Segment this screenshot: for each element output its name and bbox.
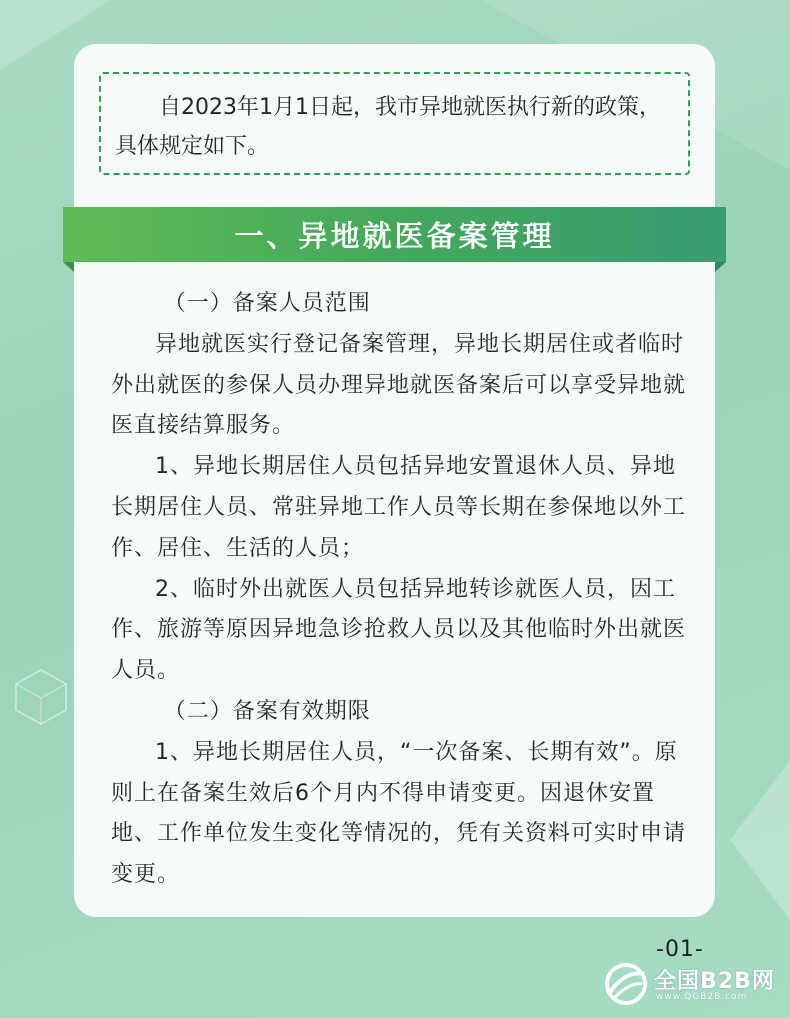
background-triangle-decoration [730,760,790,920]
intro-text: 自2023年1月1日起，我市异地就医执行新的政策，具体规定如下。 [115,95,661,159]
paragraph: 1、异地长期居住人员包括异地安置退休人员、异地长期居住人员、常驻异地工作人员等长期在参保地以外工作、居住、生活的人员； [111,454,687,561]
banner-fold-left [63,262,74,272]
paragraph: 2、临时外出就医人员包括异地转诊就医人员，因工作、旅游等原因异地急诊抢救人员以及其他临时外出就医人员。 [111,576,687,684]
paragraph: 异地就医实行登记备案管理，异地长期居住或者临时外出就医的参保人员办理异地就医备案后可以享受异地就医直接结算服务。 [111,331,687,439]
subheading-validity: （二）备案有效期限 [163,698,371,724]
watermark [604,962,784,1010]
watermark-name: 全国B2B网 [654,969,775,994]
section-title: 一、异地就医备案管理 [234,219,555,253]
watermark-logo-icon [604,962,648,1006]
subheading-scope: （一）备案人员范围 [163,291,371,316]
page-number: -01- [656,937,704,962]
body-text [111,284,689,896]
section-banner [63,207,726,262]
watermark-url: www.QGB2B.com [656,992,748,1002]
intro-box [99,72,690,175]
hexagon-decoration-icon [12,668,70,726]
paragraph: 1、异地长期居住人员，“一次备案、长期有效”。原则上在备案生效后6个月内不得申请变更。因退休安置地、工作单位发生变化等情况的，凭有关资料可实时申请变更。 [111,739,687,888]
banner-fold-right [715,262,726,272]
